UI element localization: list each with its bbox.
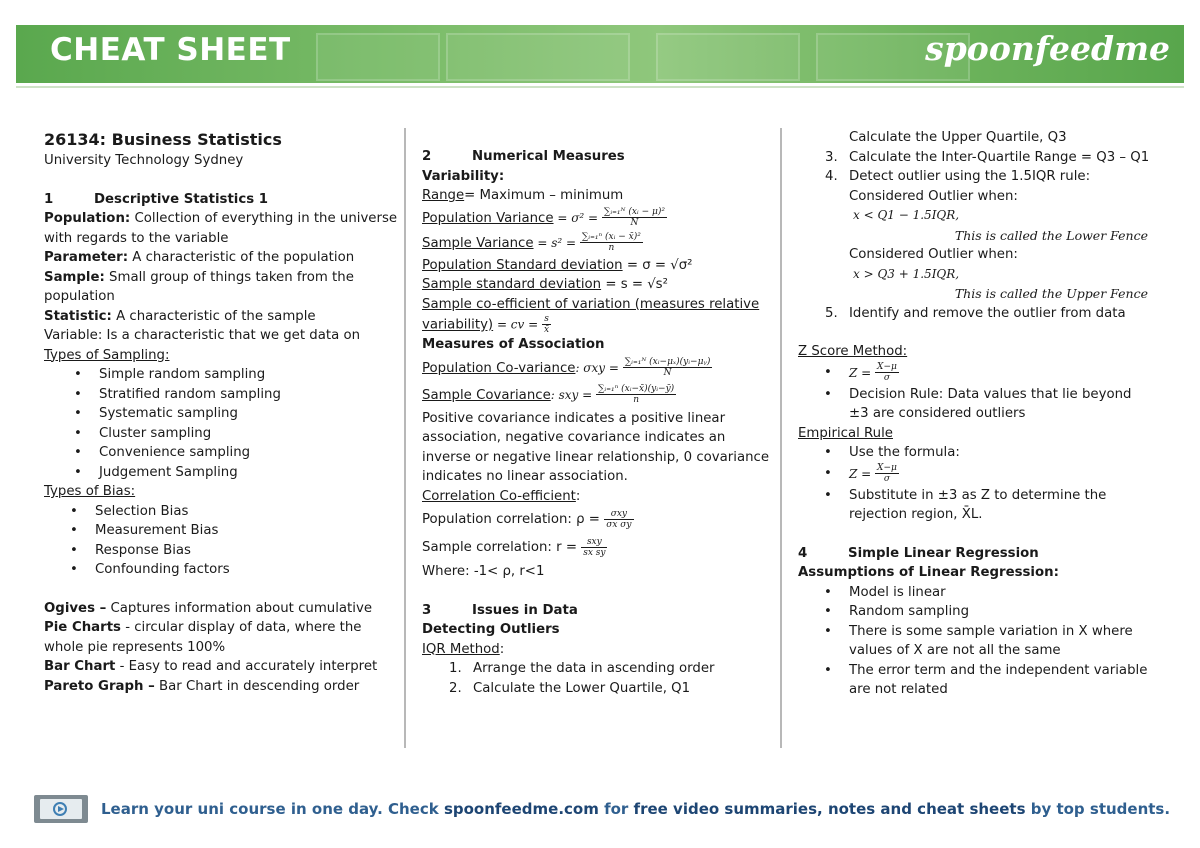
fraction bbox=[581, 537, 607, 558]
list-item: • Confounding factors bbox=[44, 560, 399, 580]
list-item: • Decision Rule: Data values that lie beyond ±3 are considered outliers bbox=[798, 385, 1152, 424]
formula: = s = √s² bbox=[601, 277, 668, 292]
column-divider bbox=[780, 128, 782, 748]
footer-offer: free video summaries, notes and cheat sheets bbox=[633, 800, 1026, 818]
list-text: Calculate the Inter-Quartile Range = Q3 – Q1 bbox=[849, 149, 1150, 165]
formula: = Maximum – minimum bbox=[464, 188, 624, 203]
header-banner bbox=[16, 25, 1184, 83]
formula: = cv = bbox=[493, 317, 542, 332]
definition-sample bbox=[44, 268, 399, 307]
list-text: Arrange the data in ascending order bbox=[473, 661, 715, 676]
definition: - Easy to read and accurately interpret bbox=[115, 659, 378, 674]
fraction bbox=[580, 232, 643, 253]
footer-text: for bbox=[598, 800, 634, 818]
sample-sd-formula bbox=[422, 275, 774, 295]
list-item: • Substitute in ±3 as Z to determine the rejection region, X̄L. bbox=[798, 486, 1152, 525]
definition: A characteristic of the population bbox=[128, 250, 355, 265]
denominator: σ bbox=[883, 474, 891, 484]
formula: : σxy = bbox=[575, 360, 623, 375]
term: Sample Variance bbox=[422, 235, 534, 251]
numerator: ∑ᵢ₌₁ᴺ (xᵢ−μₓ)(yᵢ−μᵧ) bbox=[624, 357, 711, 367]
term: Population Co-variance bbox=[422, 360, 576, 376]
list-item: • Model is linear bbox=[798, 583, 1152, 603]
correlation-heading bbox=[422, 487, 774, 507]
list-item: • Use the formula: bbox=[798, 443, 1152, 463]
section-number: 2 bbox=[422, 149, 432, 164]
list-item: • Systematic sampling bbox=[44, 404, 399, 424]
denominator: n bbox=[633, 395, 639, 405]
banner-decoration bbox=[446, 33, 630, 81]
population-sd-formula bbox=[422, 256, 774, 276]
sampling-heading: Types of Sampling: bbox=[44, 347, 170, 363]
fraction bbox=[596, 384, 676, 405]
list-item: • Selection Bias bbox=[44, 502, 399, 522]
definition-parameter bbox=[44, 248, 399, 268]
z-score-heading: Z Score Method: bbox=[798, 344, 908, 359]
variability-heading: Variability: bbox=[422, 168, 505, 184]
numerator: ∑ᵢ₌₁ᴺ (xᵢ − μ)² bbox=[603, 207, 665, 217]
definition: Small group of things taken from the population bbox=[44, 269, 354, 304]
list-item: • Random sampling bbox=[798, 602, 1152, 622]
outlier-condition: Considered Outlier when: bbox=[849, 247, 1018, 262]
term: Sample Covariance bbox=[422, 387, 551, 403]
section-title: Numerical Measures bbox=[472, 149, 625, 164]
sample-variance-formula bbox=[422, 231, 774, 256]
column-2 bbox=[422, 147, 774, 698]
formula: Z = bbox=[849, 466, 876, 481]
term: Pareto Graph – bbox=[44, 678, 155, 694]
banner-decoration bbox=[656, 33, 800, 81]
numerator: X−μ bbox=[877, 463, 897, 473]
term: Sample standard deviation bbox=[422, 277, 602, 292]
outlier-condition: Considered Outlier when: bbox=[849, 188, 1018, 204]
page-title: CHEAT SHEET bbox=[50, 32, 291, 68]
list-item bbox=[798, 148, 1152, 168]
definition: A characteristic of the sample bbox=[111, 308, 316, 324]
section-3-heading bbox=[422, 601, 774, 621]
cv-formula bbox=[422, 295, 774, 336]
assumptions-heading: Assumptions of Linear Regression: bbox=[798, 565, 1059, 580]
definition: Collection of everything in the universe with regards to the variable bbox=[44, 211, 398, 246]
list-number: 5. bbox=[825, 305, 838, 321]
list-number: 3. bbox=[825, 149, 838, 165]
bias-heading: Types of Bias: bbox=[44, 484, 136, 499]
list-item: • There is some sample variation in X where values of X are not all the same bbox=[798, 622, 1152, 661]
denominator: N bbox=[663, 368, 672, 378]
formula: : sxy = bbox=[550, 387, 596, 402]
footer-site-link[interactable]: spoonfeedme.com bbox=[443, 800, 599, 818]
term: Population Standard deviation bbox=[422, 257, 623, 273]
sample-covariance-formula bbox=[422, 382, 774, 409]
term: Parameter: bbox=[44, 250, 129, 265]
formula: Z = bbox=[849, 365, 876, 380]
term: Pie Charts bbox=[44, 620, 121, 635]
list-item bbox=[422, 679, 774, 699]
lower-fence-formula: x < Q1 − 1.5IQR, bbox=[853, 208, 960, 222]
empirical-rule-heading: Empirical Rule bbox=[798, 425, 893, 441]
section-title: Issues in Data bbox=[472, 602, 578, 618]
term: Correlation Co-efficient bbox=[422, 488, 576, 504]
list-text: Detect outlier using the 1.5IQR rule: bbox=[849, 169, 1091, 184]
play-icon bbox=[53, 802, 67, 816]
formula: = σ² = bbox=[553, 210, 602, 225]
definition: Bar Chart in descending order bbox=[154, 678, 360, 694]
covariance-explanation: Positive covariance indicates a positive linear association, negative covariance indicates an inverse or negative linear relationship, 0 covariance indicates no linear association. bbox=[422, 410, 770, 484]
list-item bbox=[798, 304, 1152, 324]
section-2-heading bbox=[422, 147, 774, 167]
population-correlation-formula bbox=[422, 506, 774, 534]
formula: = s² = bbox=[533, 235, 580, 250]
section-number: 3 bbox=[422, 602, 432, 618]
denominator: x̄ bbox=[544, 325, 550, 335]
fraction bbox=[623, 357, 713, 378]
upper-fence-formula: x > Q3 + 1.5IQR, bbox=[853, 266, 960, 281]
denominator: σx σy bbox=[606, 519, 632, 530]
fraction bbox=[542, 314, 551, 335]
fraction bbox=[604, 509, 633, 530]
numerator: σxy bbox=[604, 509, 633, 520]
iqr-heading bbox=[422, 640, 774, 660]
footer-text: Learn your uni course in one day. Check bbox=[101, 800, 444, 818]
definition-ogives bbox=[44, 599, 399, 619]
fraction bbox=[602, 207, 667, 228]
footer-text: by top students. bbox=[1025, 800, 1171, 818]
formula: = σ = √σ² bbox=[622, 257, 693, 273]
list-item: • The error term and the independent variable are not related bbox=[798, 661, 1152, 700]
upper-fence-note: This is called the Upper Fence bbox=[954, 286, 1148, 301]
list-item-continuation: Calculate the Upper Quartile, Q3 bbox=[849, 130, 1067, 145]
list-text: Identify and remove the outlier from data bbox=[849, 305, 1126, 321]
definition-bar-chart bbox=[44, 657, 399, 677]
list-item: • Stratified random sampling bbox=[44, 385, 399, 405]
list-item bbox=[798, 167, 1152, 187]
fraction bbox=[875, 362, 899, 383]
list-item: • Convenience sampling bbox=[44, 443, 399, 463]
university-name: University Technology Sydney bbox=[44, 153, 244, 168]
list-item: • Response Bias bbox=[44, 541, 399, 561]
definition-population bbox=[44, 209, 399, 248]
numerator: X−μ bbox=[877, 362, 897, 372]
list-item bbox=[422, 659, 774, 679]
list-number: 1. bbox=[449, 661, 462, 676]
fraction bbox=[875, 463, 899, 484]
section-title: Simple Linear Regression bbox=[848, 545, 1039, 561]
z-score-formula bbox=[798, 362, 1152, 385]
list-item: • Measurement Bias bbox=[44, 521, 399, 541]
list-item: • Simple random sampling bbox=[44, 365, 399, 385]
column-divider bbox=[404, 128, 406, 748]
denominator: sx sy bbox=[583, 547, 606, 558]
course-title: 26134: Business Statistics bbox=[44, 130, 282, 149]
numerator: sxy bbox=[581, 537, 607, 548]
numerator: ∑ᵢ₌₁ⁿ (xᵢ − x̄)² bbox=[581, 232, 641, 242]
video-player-icon bbox=[34, 795, 88, 823]
definition-pareto bbox=[44, 677, 399, 697]
section-4-heading bbox=[798, 544, 1152, 564]
term: Bar Chart bbox=[44, 659, 116, 674]
outliers-heading: Detecting Outliers bbox=[422, 622, 560, 637]
term: Population Variance bbox=[422, 210, 554, 226]
definition-statistic bbox=[44, 307, 399, 327]
punctuation: : bbox=[499, 641, 505, 657]
sample-correlation-formula bbox=[422, 534, 774, 562]
banner-decoration bbox=[316, 33, 440, 81]
section-number: 1 bbox=[44, 191, 54, 207]
association-heading: Measures of Association bbox=[422, 337, 605, 352]
denominator: n bbox=[608, 243, 615, 253]
definition-pie-charts bbox=[44, 618, 399, 657]
definition: - circular display of data, where the whole pie represents 100% bbox=[44, 620, 362, 655]
list-number: 2. bbox=[449, 680, 462, 696]
brand-logo: spoonfeedme bbox=[925, 29, 1170, 68]
numerator: s bbox=[542, 314, 551, 325]
numerator: ∑ᵢ₌₁ⁿ (xᵢ−x̄)(yᵢ−ȳ) bbox=[598, 384, 675, 394]
population-variance-formula bbox=[422, 206, 774, 231]
formula: Population correlation: ρ = bbox=[422, 512, 605, 527]
punctuation: : bbox=[575, 488, 581, 504]
list-text: Calculate the Lower Quartile, Q1 bbox=[473, 680, 691, 696]
list-number: 4. bbox=[825, 169, 838, 184]
term: Population: bbox=[44, 211, 131, 226]
list-item: • Judgement Sampling bbox=[44, 463, 399, 483]
footer-promo bbox=[101, 800, 1170, 818]
range-formula bbox=[422, 186, 774, 206]
section-1-heading bbox=[44, 190, 399, 210]
correlation-range: Where: -1< ρ, r<1 bbox=[422, 564, 545, 579]
section-title: Descriptive Statistics 1 bbox=[94, 191, 269, 207]
list-item: • Cluster sampling bbox=[44, 424, 399, 444]
term: Ogives – bbox=[44, 600, 107, 616]
column-3 bbox=[798, 128, 1152, 700]
term: Sample co-efficient of variation (measures relative variability) bbox=[422, 296, 760, 333]
formula: Sample correlation: r = bbox=[422, 540, 582, 555]
denominator: σ bbox=[883, 373, 891, 383]
empirical-formula bbox=[798, 463, 1152, 486]
term: IQR Method bbox=[422, 641, 500, 657]
term: Sample: bbox=[44, 269, 105, 285]
lower-fence-note: This is called the Lower Fence bbox=[954, 227, 1148, 243]
population-covariance-formula bbox=[422, 355, 774, 382]
section-number: 4 bbox=[798, 545, 808, 561]
definition: Captures information about cumulative bbox=[106, 600, 372, 616]
column-1 bbox=[44, 129, 399, 696]
denominator: N bbox=[630, 218, 639, 228]
term: Statistic: bbox=[44, 308, 112, 324]
term: Range bbox=[422, 188, 465, 203]
definition-variable: Variable: Is a characteristic that we get data on bbox=[44, 328, 361, 343]
header-rule bbox=[16, 86, 1184, 88]
